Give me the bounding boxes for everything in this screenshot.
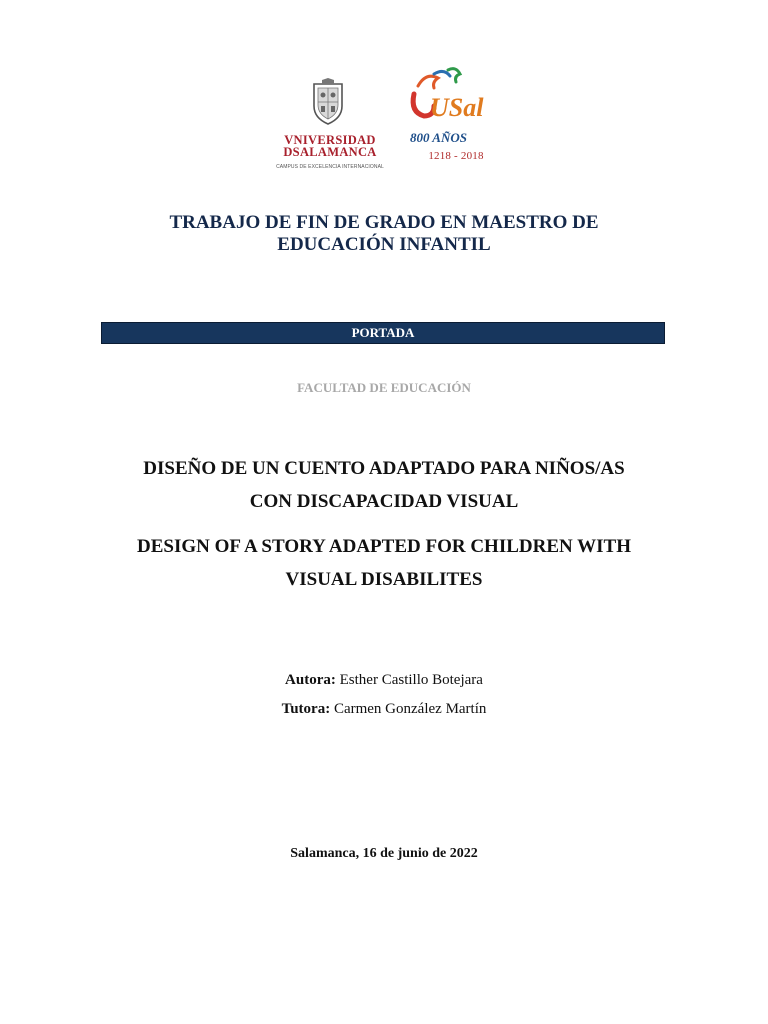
degree-heading-line1: TRABAJO DE FIN DE GRADO EN MAESTRO DE bbox=[169, 212, 599, 233]
author-line bbox=[0, 666, 768, 695]
title-en-line1: DESIGN OF A STORY ADAPTED FOR CHILDREN WITH bbox=[137, 536, 631, 557]
author-name: Esther Castillo Botejara bbox=[339, 672, 483, 688]
title-es-line1: DISEÑO DE UN CUENTO ADAPTADO PARA NIÑOS/AS bbox=[143, 458, 625, 479]
tutor-line bbox=[0, 695, 768, 724]
portada-banner: PORTADA bbox=[101, 322, 665, 344]
title-es-line2: CON DISCAPACIDAD VISUAL bbox=[249, 491, 519, 512]
degree-heading-line2: EDUCACIÓN INFANTIL bbox=[277, 234, 491, 255]
thesis-title-spanish bbox=[0, 452, 768, 518]
authorship-block bbox=[0, 666, 768, 724]
anniversary-wordmark: USal bbox=[430, 93, 484, 122]
faculty-name: FACULTAD DE EDUCACIÓN bbox=[297, 380, 471, 395]
anniversary-years: 1218 - 2018 bbox=[428, 150, 484, 162]
university-crest-icon bbox=[308, 78, 348, 126]
university-tagline: CAMPUS DE EXCELENCIA INTERNACIONAL bbox=[276, 164, 384, 170]
tutor-label: Tutora: bbox=[281, 701, 334, 717]
degree-heading bbox=[0, 212, 768, 256]
university-name-line2: DSALAMANCA bbox=[283, 145, 377, 159]
university-wordmark bbox=[272, 134, 388, 158]
logo-area bbox=[0, 66, 768, 176]
university-name-line1: VNIVERSIDAD bbox=[284, 133, 376, 147]
tutor-name: Carmen González Martín bbox=[333, 701, 487, 717]
thesis-title-english bbox=[0, 530, 768, 596]
anniversary-caption: 800 AÑOS bbox=[410, 130, 467, 145]
university-of-salamanca-logo bbox=[272, 78, 388, 178]
place-and-date: Salamanca, 16 de junio de 2022 bbox=[290, 846, 478, 861]
title-en-line2: VISUAL DISABILITES bbox=[285, 569, 483, 590]
author-label: Autora: bbox=[285, 672, 340, 688]
anniversary-800-logo bbox=[404, 66, 500, 170]
anniversary-emblem-icon bbox=[404, 66, 500, 150]
